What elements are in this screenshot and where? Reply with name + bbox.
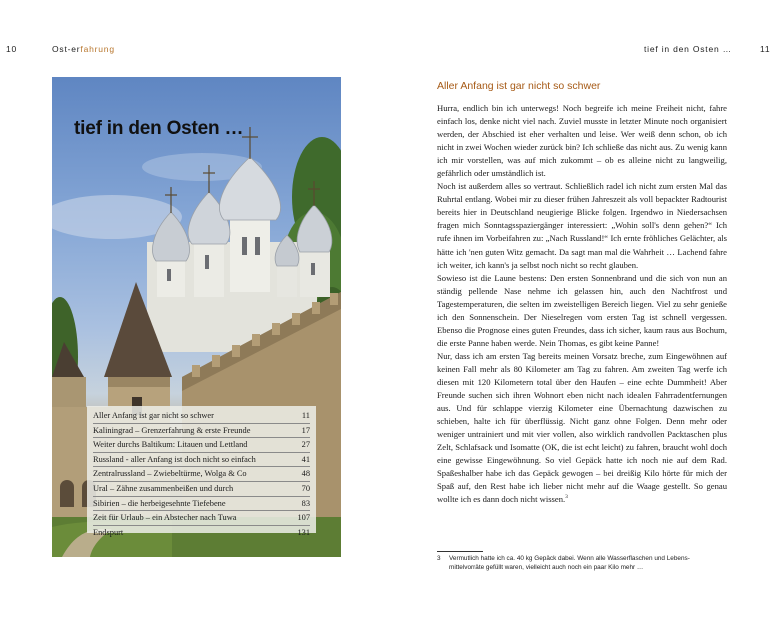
article-body [437,102,727,506]
toc-row [93,482,310,497]
toc-row [93,409,310,424]
toc-title: Weiter durchs Baltikum: Litauen und Lettland [93,440,248,450]
page-number-left: 10 [6,44,18,54]
section-subtitle: Aller Anfang ist gar nicht so schwer [437,80,601,92]
toc-title: Ural – Zähne zusammenbeißen und durch [93,483,234,493]
footnote-rule [437,551,483,552]
chapter-title-overlay: tief in den Osten … [74,118,244,139]
toc-page: 27 [301,440,310,450]
chapter-contents-box [87,406,316,537]
toc-row [93,438,310,453]
toc-title: Sibirien – die herbeigesehnte Tiefebene [93,498,226,508]
toc-page: 70 [301,483,310,493]
toc-page: 131 [297,527,310,537]
toc-page: 83 [301,498,310,508]
toc-row [93,424,310,439]
running-header-left [52,44,115,54]
running-header-left-part2: fahrung [80,44,115,54]
paragraph-4-text: Nur, dass ich am ersten Tag bereits meinen Vorsatz breche, zum Eingewöhnen auf keinen Fall mehr als 80 Kilometer am Tag zu fahren. Am zweiten Tag werfe ich diesen mit 120 Kilometern total über den Haufen – eine echte Dummheit! Aber Freunde suchen sich ihren Wohnort eben nicht nach idealen Fahrradentfernungen aus. Und für schlappe vierzig Kilometer eine Übernachtung dazwischen zu schieben, halte ich für überflüssig. Nicht ganz ohne Folgen. Denn mehr oder weniger untrainiert und mit vier vollen, also wirklich randvollen Packtaschen plus Zelt, Schlafsack und Isomatte (OK, die ist echt leicht) zu fahren, braucht wohl doch eine gewisse Eingewöhnung. So viel Gepäck hatte ich noch nie auf dem Rad. Spaßeshalber habe ich das Gepäck gewogen – bei dreißig Kilo hörte für mich der Spaß auf, den Rest habe ich lieber nicht mehr auf die Waage gestellt. So genau wollte ich es dann doch nicht wissen. [437,350,727,505]
footnote-line-2: mittelvorräte gefüllt waren, vielleicht auch noch ein paar Kilo mehr … [449,564,644,572]
toc-title: Kaliningrad – Grenzerfahrung & erste Freunde [93,425,251,435]
toc-page: 107 [297,513,310,523]
footnote-line-1: Vermutlich hatte ich ca. 40 kg Gepäck dabei. Wenn alle Wasserflaschen und Lebens- [449,555,690,562]
toc-title: Zeit für Urlaub – ein Abstecher nach Tuwa [93,513,237,523]
toc-row [93,453,310,468]
page-number-right: 11 [760,44,771,54]
footnote-marker: 3 [565,494,568,501]
toc-title: Russland - aller Anfang ist doch nicht so einfach [93,454,256,464]
toc-title: Aller Anfang ist gar nicht so schwer [93,411,214,420]
footnote-number: 3 [437,555,441,562]
running-header-right: tief in den Osten … [644,44,732,54]
toc-page: 41 [301,454,310,464]
paragraph-4 [437,350,727,507]
paragraph-2: Noch ist außerdem alles so vertraut. Schließlich radel ich nicht zum ersten Mal das Ruhrtal entlang. Wobei mir zu dieser frühen Jahreszeit als voll bepackter Radtourist bereits hier in Deutschland neugierige Blicke folgen. Irgendwo in Niedersachsen fragen mich Sonntagsspaziergänger interessiert: „Wohin soll's denn gehen?“ Ich rufe ihnen im Vorbeifahren zu: „Nach Russland!“ Ich ernte fröhliches Gelächter, als hätte ich 'nen guten Witz gemacht. Da sagt man mal die Wahrheit … Lachend fahre ich weiter, ich kann's ja selbst noch nicht so recht glauben. [437,181,727,270]
toc-page: 11 [301,411,310,420]
toc-row [93,467,310,482]
monastery-photo [52,77,341,557]
paragraph-1: Hurra, endlich bin ich unterwegs! Noch begreife ich meine Freiheit nicht, fahre einfach los, denke nicht viel nach. Zuviel musste in letzter Minute noch organisiert werden, der Abschied ist eher verhalten und leise. Wer weiß denn schon, ob ich nicht in zwei Wochen wieder zurück bin? Ich schließe das nicht aus. Zu wenig kann ich mir vorstellen, was auf mich zukommt – ob es alleine nicht zu langweilig, gefährlich oder umständlich ist. [437,103,727,179]
paragraph-3: Sowieso ist die Laune bestens: Den ersten Sonnenbrand und die sich von nun an ständig pellende Nase nehme ich gelassen hin, auch den Nachtfrost und Tagestemperaturen, die selten im zweistelligen Bereich liegen. Viel zu sehr genieße ich den Sonnenschein. Der Nieselregen vom ersten Tag ist schnell vergessen. Ebenso die Prognose eines guten Freundes, dass ich sicher, kaum raus aus Bochum, die erste Panne haben werde. Nein Thomas, es gibt keine Panne! [437,272,727,348]
running-header-left-part1: Ost-er [52,44,81,54]
toc-row [93,526,310,540]
toc-title: Zentralrussland – Zwiebeltürme, Wolga & Co [93,469,247,479]
toc-page: 17 [301,425,310,435]
toc-row [93,497,310,512]
toc-row [93,511,310,526]
toc-title: Endspurt [93,527,124,537]
footnote [437,554,729,573]
toc-page: 48 [301,469,310,479]
